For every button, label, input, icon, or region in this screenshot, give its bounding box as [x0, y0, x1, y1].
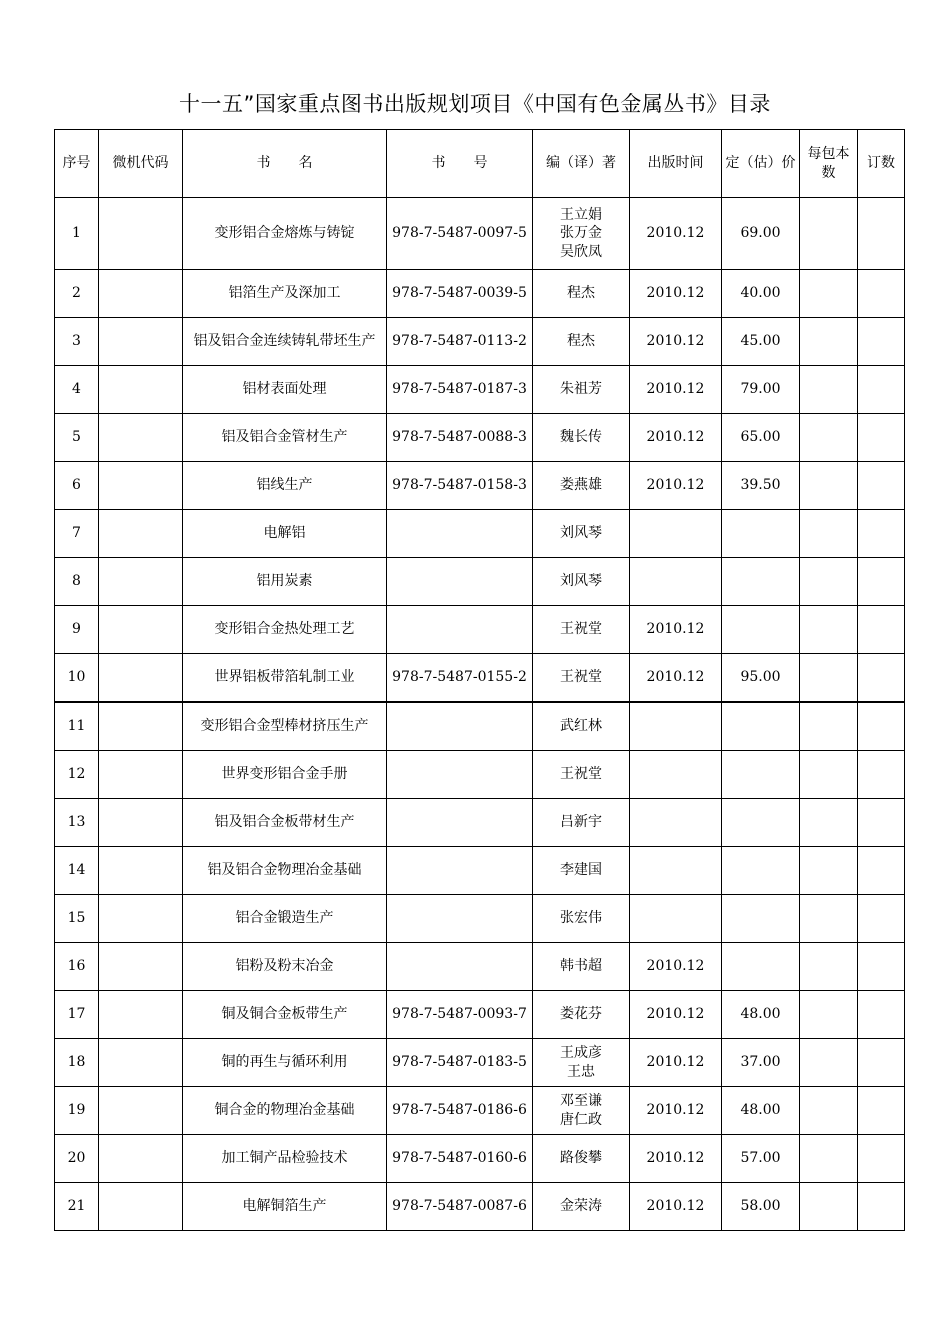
- book-price: 57.00: [722, 1135, 800, 1183]
- order-quantity-cell[interactable]: [858, 558, 905, 606]
- book-price: [722, 943, 800, 991]
- book-price: 48.00: [722, 1087, 800, 1135]
- book-price: [722, 847, 800, 895]
- publish-date: [630, 847, 722, 895]
- row-code-cell: [99, 991, 183, 1039]
- book-isbn: 978-7-5487-0039-5: [387, 270, 533, 318]
- table-row: [55, 1087, 905, 1135]
- table-body: [55, 198, 905, 1231]
- book-title: 变形铝合金型棒材挤压生产: [183, 702, 387, 751]
- order-quantity-cell[interactable]: [858, 606, 905, 654]
- row-code-cell: [99, 510, 183, 558]
- table-row: [55, 702, 905, 751]
- row-code-cell: [99, 702, 183, 751]
- table-row: [55, 510, 905, 558]
- book-author: 王祝堂: [533, 606, 630, 654]
- publish-date: 2010.12: [630, 943, 722, 991]
- order-quantity-cell[interactable]: [858, 847, 905, 895]
- row-code-cell: [99, 318, 183, 366]
- row-code-cell: [99, 1135, 183, 1183]
- per-pack-cell: [800, 895, 858, 943]
- book-title: 铝及铝合金管材生产: [183, 414, 387, 462]
- book-title: 铝材表面处理: [183, 366, 387, 414]
- row-number: 4: [55, 366, 99, 414]
- row-code-cell: [99, 654, 183, 703]
- table-row: [55, 895, 905, 943]
- publish-date: 2010.12: [630, 414, 722, 462]
- table-row: [55, 1135, 905, 1183]
- header-order: 订数: [858, 130, 905, 198]
- header-per-pack: 每包本数: [800, 130, 858, 198]
- book-author: 朱祖芳: [533, 366, 630, 414]
- book-isbn: 978-7-5487-0160-6: [387, 1135, 533, 1183]
- book-author: 程杰: [533, 270, 630, 318]
- book-price: 65.00: [722, 414, 800, 462]
- book-author: 武红林: [533, 702, 630, 751]
- publish-date: 2010.12: [630, 1135, 722, 1183]
- order-quantity-cell[interactable]: [858, 991, 905, 1039]
- book-price: 45.00: [722, 318, 800, 366]
- book-title: 铝粉及粉末冶金: [183, 943, 387, 991]
- per-pack-cell: [800, 702, 858, 751]
- publish-date: 2010.12: [630, 1087, 722, 1135]
- order-quantity-cell[interactable]: [858, 510, 905, 558]
- per-pack-cell: [800, 270, 858, 318]
- book-author: 王祝堂: [533, 751, 630, 799]
- table-row: [55, 270, 905, 318]
- book-author: 李建国: [533, 847, 630, 895]
- publish-date: 2010.12: [630, 654, 722, 703]
- header-price: 定（估）价: [722, 130, 800, 198]
- book-price: 37.00: [722, 1039, 800, 1087]
- publish-date: 2010.12: [630, 270, 722, 318]
- row-code-cell: [99, 198, 183, 270]
- book-price: [722, 751, 800, 799]
- table-row: [55, 606, 905, 654]
- order-quantity-cell[interactable]: [858, 895, 905, 943]
- book-title: 铝用炭素: [183, 558, 387, 606]
- per-pack-cell: [800, 1135, 858, 1183]
- book-price: 58.00: [722, 1183, 800, 1231]
- book-isbn: [387, 606, 533, 654]
- table-row: [55, 751, 905, 799]
- order-quantity-cell[interactable]: [858, 318, 905, 366]
- book-isbn: 978-7-5487-0186-6: [387, 1087, 533, 1135]
- row-code-cell: [99, 943, 183, 991]
- book-title: 铝及铝合金板带材生产: [183, 799, 387, 847]
- book-isbn: [387, 847, 533, 895]
- row-code-cell: [99, 270, 183, 318]
- row-code-cell: [99, 414, 183, 462]
- book-isbn: [387, 943, 533, 991]
- row-number: 11: [55, 702, 99, 751]
- book-price: 95.00: [722, 654, 800, 703]
- book-isbn: [387, 895, 533, 943]
- book-author: 娄燕雄: [533, 462, 630, 510]
- publish-date: [630, 558, 722, 606]
- row-code-cell: [99, 751, 183, 799]
- book-author: 王成彦 王忠: [533, 1039, 630, 1087]
- per-pack-cell: [800, 510, 858, 558]
- page-title: 十一五”国家重点图书出版规划项目《中国有色金属丛书》目录: [179, 92, 771, 116]
- book-author: 程杰: [533, 318, 630, 366]
- table-row: [55, 462, 905, 510]
- row-code-cell: [99, 366, 183, 414]
- book-price: [722, 510, 800, 558]
- row-code-cell: [99, 799, 183, 847]
- row-code-cell: [99, 1183, 183, 1231]
- book-catalog-table: [54, 129, 905, 1231]
- book-isbn: 978-7-5487-0187-3: [387, 366, 533, 414]
- book-title: 世界铝板带箔轧制工业: [183, 654, 387, 703]
- per-pack-cell: [800, 1039, 858, 1087]
- row-number: 12: [55, 751, 99, 799]
- order-quantity-cell[interactable]: [858, 1135, 905, 1183]
- book-isbn: 978-7-5487-0113-2: [387, 318, 533, 366]
- book-title: 变形铝合金热处理工艺: [183, 606, 387, 654]
- book-author: 韩书超: [533, 943, 630, 991]
- per-pack-cell: [800, 799, 858, 847]
- book-price: [722, 895, 800, 943]
- per-pack-cell: [800, 991, 858, 1039]
- row-code-cell: [99, 1087, 183, 1135]
- book-title: 铜及铜合金板带生产: [183, 991, 387, 1039]
- publish-date: 2010.12: [630, 1039, 722, 1087]
- row-number: 9: [55, 606, 99, 654]
- table-row: [55, 414, 905, 462]
- order-quantity-cell[interactable]: [858, 1183, 905, 1231]
- per-pack-cell: [800, 366, 858, 414]
- book-isbn: 978-7-5487-0158-3: [387, 462, 533, 510]
- row-number: 3: [55, 318, 99, 366]
- book-price: 79.00: [722, 366, 800, 414]
- per-pack-cell: [800, 462, 858, 510]
- row-number: 6: [55, 462, 99, 510]
- table-row: [55, 847, 905, 895]
- per-pack-cell: [800, 414, 858, 462]
- per-pack-cell: [800, 558, 858, 606]
- book-author: 王立娟 张万金 吴欣凤: [533, 198, 630, 270]
- table-row: [55, 558, 905, 606]
- book-title: 电解铝: [183, 510, 387, 558]
- book-isbn: 978-7-5487-0097-5: [387, 198, 533, 270]
- publish-date: 2010.12: [630, 462, 722, 510]
- book-isbn: 978-7-5487-0093-7: [387, 991, 533, 1039]
- book-title: 铝箔生产及深加工: [183, 270, 387, 318]
- book-title: 电解铜箔生产: [183, 1183, 387, 1231]
- publish-date: 2010.12: [630, 1183, 722, 1231]
- book-isbn: [387, 702, 533, 751]
- row-code-cell: [99, 462, 183, 510]
- publish-date: [630, 702, 722, 751]
- header-row: [55, 130, 905, 198]
- book-isbn: [387, 510, 533, 558]
- publish-date: 2010.12: [630, 991, 722, 1039]
- book-author: 张宏伟: [533, 895, 630, 943]
- row-number: 21: [55, 1183, 99, 1231]
- row-number: 1: [55, 198, 99, 270]
- order-quantity-cell[interactable]: [858, 1087, 905, 1135]
- book-price: [722, 606, 800, 654]
- row-number: 13: [55, 799, 99, 847]
- header-code: 微机代码: [99, 130, 183, 198]
- per-pack-cell: [800, 198, 858, 270]
- per-pack-cell: [800, 1087, 858, 1135]
- book-price: [722, 799, 800, 847]
- header-no: 序号: [55, 130, 99, 198]
- order-quantity-cell[interactable]: [858, 270, 905, 318]
- book-author: 刘风琴: [533, 558, 630, 606]
- table-row: [55, 1039, 905, 1087]
- book-title: 变形铝合金熔炼与铸锭: [183, 198, 387, 270]
- header-author: 编（译）著: [533, 130, 630, 198]
- row-code-cell: [99, 1039, 183, 1087]
- book-author: 金荣涛: [533, 1183, 630, 1231]
- publish-date: 2010.12: [630, 366, 722, 414]
- book-price: [722, 702, 800, 751]
- row-code-cell: [99, 558, 183, 606]
- row-number: 18: [55, 1039, 99, 1087]
- per-pack-cell: [800, 943, 858, 991]
- book-price: [722, 558, 800, 606]
- order-quantity-cell[interactable]: [858, 799, 905, 847]
- table-row: [55, 799, 905, 847]
- table-row: [55, 318, 905, 366]
- book-title: 铜合金的物理冶金基础: [183, 1087, 387, 1135]
- book-title: 铝合金锻造生产: [183, 895, 387, 943]
- table-row: [55, 991, 905, 1039]
- book-isbn: [387, 799, 533, 847]
- book-price: 48.00: [722, 991, 800, 1039]
- per-pack-cell: [800, 606, 858, 654]
- row-number: 17: [55, 991, 99, 1039]
- book-title: 铝及铝合金连续铸轧带坯生产: [183, 318, 387, 366]
- per-pack-cell: [800, 1183, 858, 1231]
- book-title: 加工铜产品检验技术: [183, 1135, 387, 1183]
- order-quantity-cell[interactable]: [858, 751, 905, 799]
- order-quantity-cell[interactable]: [858, 366, 905, 414]
- row-number: 5: [55, 414, 99, 462]
- row-number: 14: [55, 847, 99, 895]
- book-author: 邓至谦 唐仁政: [533, 1087, 630, 1135]
- row-number: 19: [55, 1087, 99, 1135]
- book-author: 刘风琴: [533, 510, 630, 558]
- row-number: 20: [55, 1135, 99, 1183]
- per-pack-cell: [800, 751, 858, 799]
- book-author: 王祝堂: [533, 654, 630, 703]
- publish-date: [630, 510, 722, 558]
- book-title: 铜的再生与循环利用: [183, 1039, 387, 1087]
- book-title: 铝线生产: [183, 462, 387, 510]
- order-quantity-cell[interactable]: [858, 462, 905, 510]
- publish-date: [630, 799, 722, 847]
- book-isbn: 978-7-5487-0155-2: [387, 654, 533, 703]
- row-number: 8: [55, 558, 99, 606]
- header-date: 出版时间: [630, 130, 722, 198]
- row-number: 15: [55, 895, 99, 943]
- book-title: 铝及铝合金物理冶金基础: [183, 847, 387, 895]
- book-price: 39.50: [722, 462, 800, 510]
- order-quantity-cell[interactable]: [858, 702, 905, 751]
- table-row: [55, 198, 905, 270]
- publish-date: 2010.12: [630, 318, 722, 366]
- publish-date: [630, 895, 722, 943]
- book-isbn: 978-7-5487-0183-5: [387, 1039, 533, 1087]
- book-author: 吕新宇: [533, 799, 630, 847]
- header-name: 书 名: [183, 130, 387, 198]
- row-number: 10: [55, 654, 99, 703]
- book-author: 娄花芬: [533, 991, 630, 1039]
- book-author: 路俊攀: [533, 1135, 630, 1183]
- order-quantity-cell[interactable]: [858, 198, 905, 270]
- per-pack-cell: [800, 654, 858, 703]
- book-title: 世界变形铝合金手册: [183, 751, 387, 799]
- header-isbn: 书 号: [387, 130, 533, 198]
- publish-date: [630, 751, 722, 799]
- order-quantity-cell[interactable]: [858, 943, 905, 991]
- row-code-cell: [99, 895, 183, 943]
- book-isbn: 978-7-5487-0088-3: [387, 414, 533, 462]
- row-number: 2: [55, 270, 99, 318]
- row-code-cell: [99, 847, 183, 895]
- book-price: 40.00: [722, 270, 800, 318]
- order-quantity-cell[interactable]: [858, 414, 905, 462]
- book-price: 69.00: [722, 198, 800, 270]
- order-quantity-cell[interactable]: [858, 1039, 905, 1087]
- book-isbn: 978-7-5487-0087-6: [387, 1183, 533, 1231]
- per-pack-cell: [800, 847, 858, 895]
- book-isbn: [387, 751, 533, 799]
- publish-date: 2010.12: [630, 198, 722, 270]
- row-number: 16: [55, 943, 99, 991]
- publish-date: 2010.12: [630, 606, 722, 654]
- row-code-cell: [99, 606, 183, 654]
- row-number: 7: [55, 510, 99, 558]
- table-row: [55, 1183, 905, 1231]
- book-isbn: [387, 558, 533, 606]
- order-quantity-cell[interactable]: [858, 654, 905, 703]
- table-row: [55, 366, 905, 414]
- book-author: 魏长传: [533, 414, 630, 462]
- table-row: [55, 654, 905, 703]
- table-row: [55, 943, 905, 991]
- per-pack-cell: [800, 318, 858, 366]
